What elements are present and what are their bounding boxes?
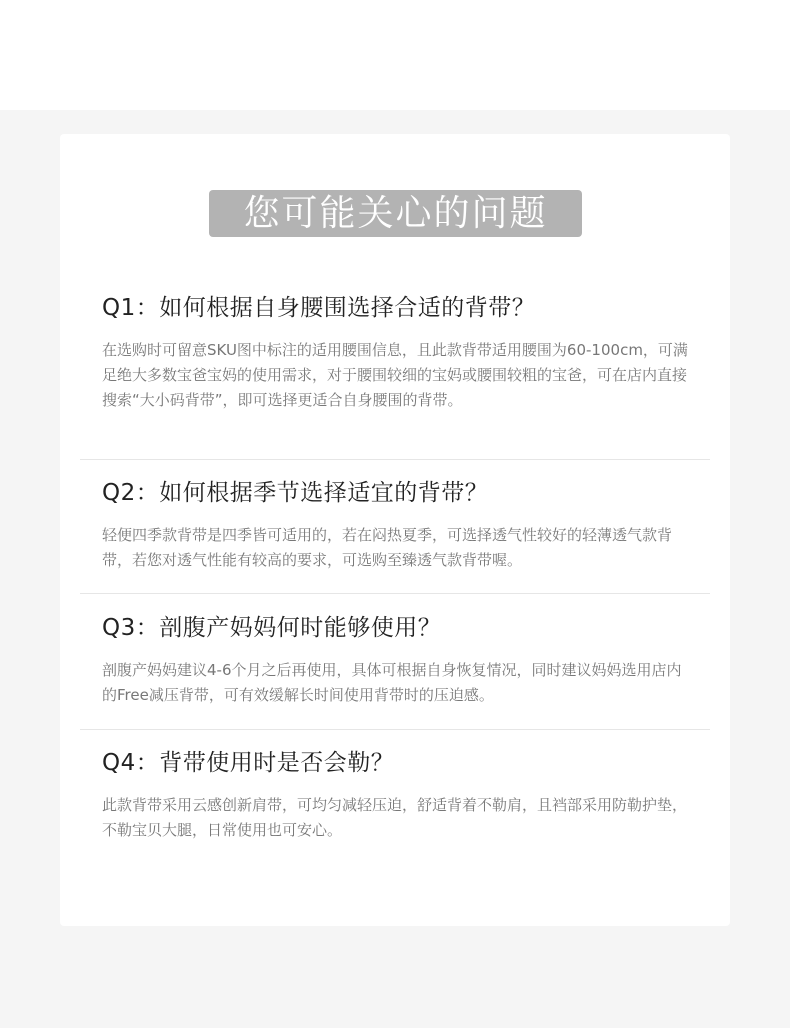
faq-item-3	[102, 614, 692, 708]
faq-item-1	[102, 294, 692, 413]
divider	[80, 593, 710, 594]
faq-card	[60, 134, 730, 926]
faq-question: Q3：剖腹产妈妈何时能够使用？	[102, 615, 442, 641]
faq-answer: 在选购时可留意SKU图中标注的适用腰围信息，且此款背带适用腰围为60-100cm，可满足绝大多数宝爸宝妈的使用需求，对于腰围较细的宝妈或腰围较粗的宝爸，可在店内直接搜索“大小码背带”，即可选择更适合自身腰围的背带。	[102, 341, 688, 409]
divider	[80, 459, 710, 460]
faq-answer: 剖腹产妈妈建议4-6个月之后再使用，具体可根据自身恢复情况，同时建议妈妈选用店内的Free减压背带，可有效缓解长时间使用背带时的压迫感。	[102, 661, 682, 704]
section-title: 您可能关心的问题	[209, 190, 582, 237]
faq-answer: 此款背带采用云感创新肩带，可均匀减轻压迫，舒适背着不勒肩，且裆部采用防勒护垫，不勒宝贝大腿，日常使用也可安心。	[102, 796, 688, 839]
faq-question: Q1：如何根据自身腰围选择合适的背带？	[102, 295, 536, 321]
divider	[80, 729, 710, 730]
faq-item-2	[102, 479, 692, 573]
faq-item-4	[102, 749, 692, 843]
faq-answer: 轻便四季款背带是四季皆可适用的，若在闷热夏季，可选择透气性较好的轻薄透气款背带，若您对透气性能有较高的要求，可选购至臻透气款背带喔。	[102, 526, 673, 569]
faq-question: Q4：背带使用时是否会勒？	[102, 750, 395, 776]
faq-question: Q2：如何根据季节选择适宜的背带？	[102, 480, 489, 506]
